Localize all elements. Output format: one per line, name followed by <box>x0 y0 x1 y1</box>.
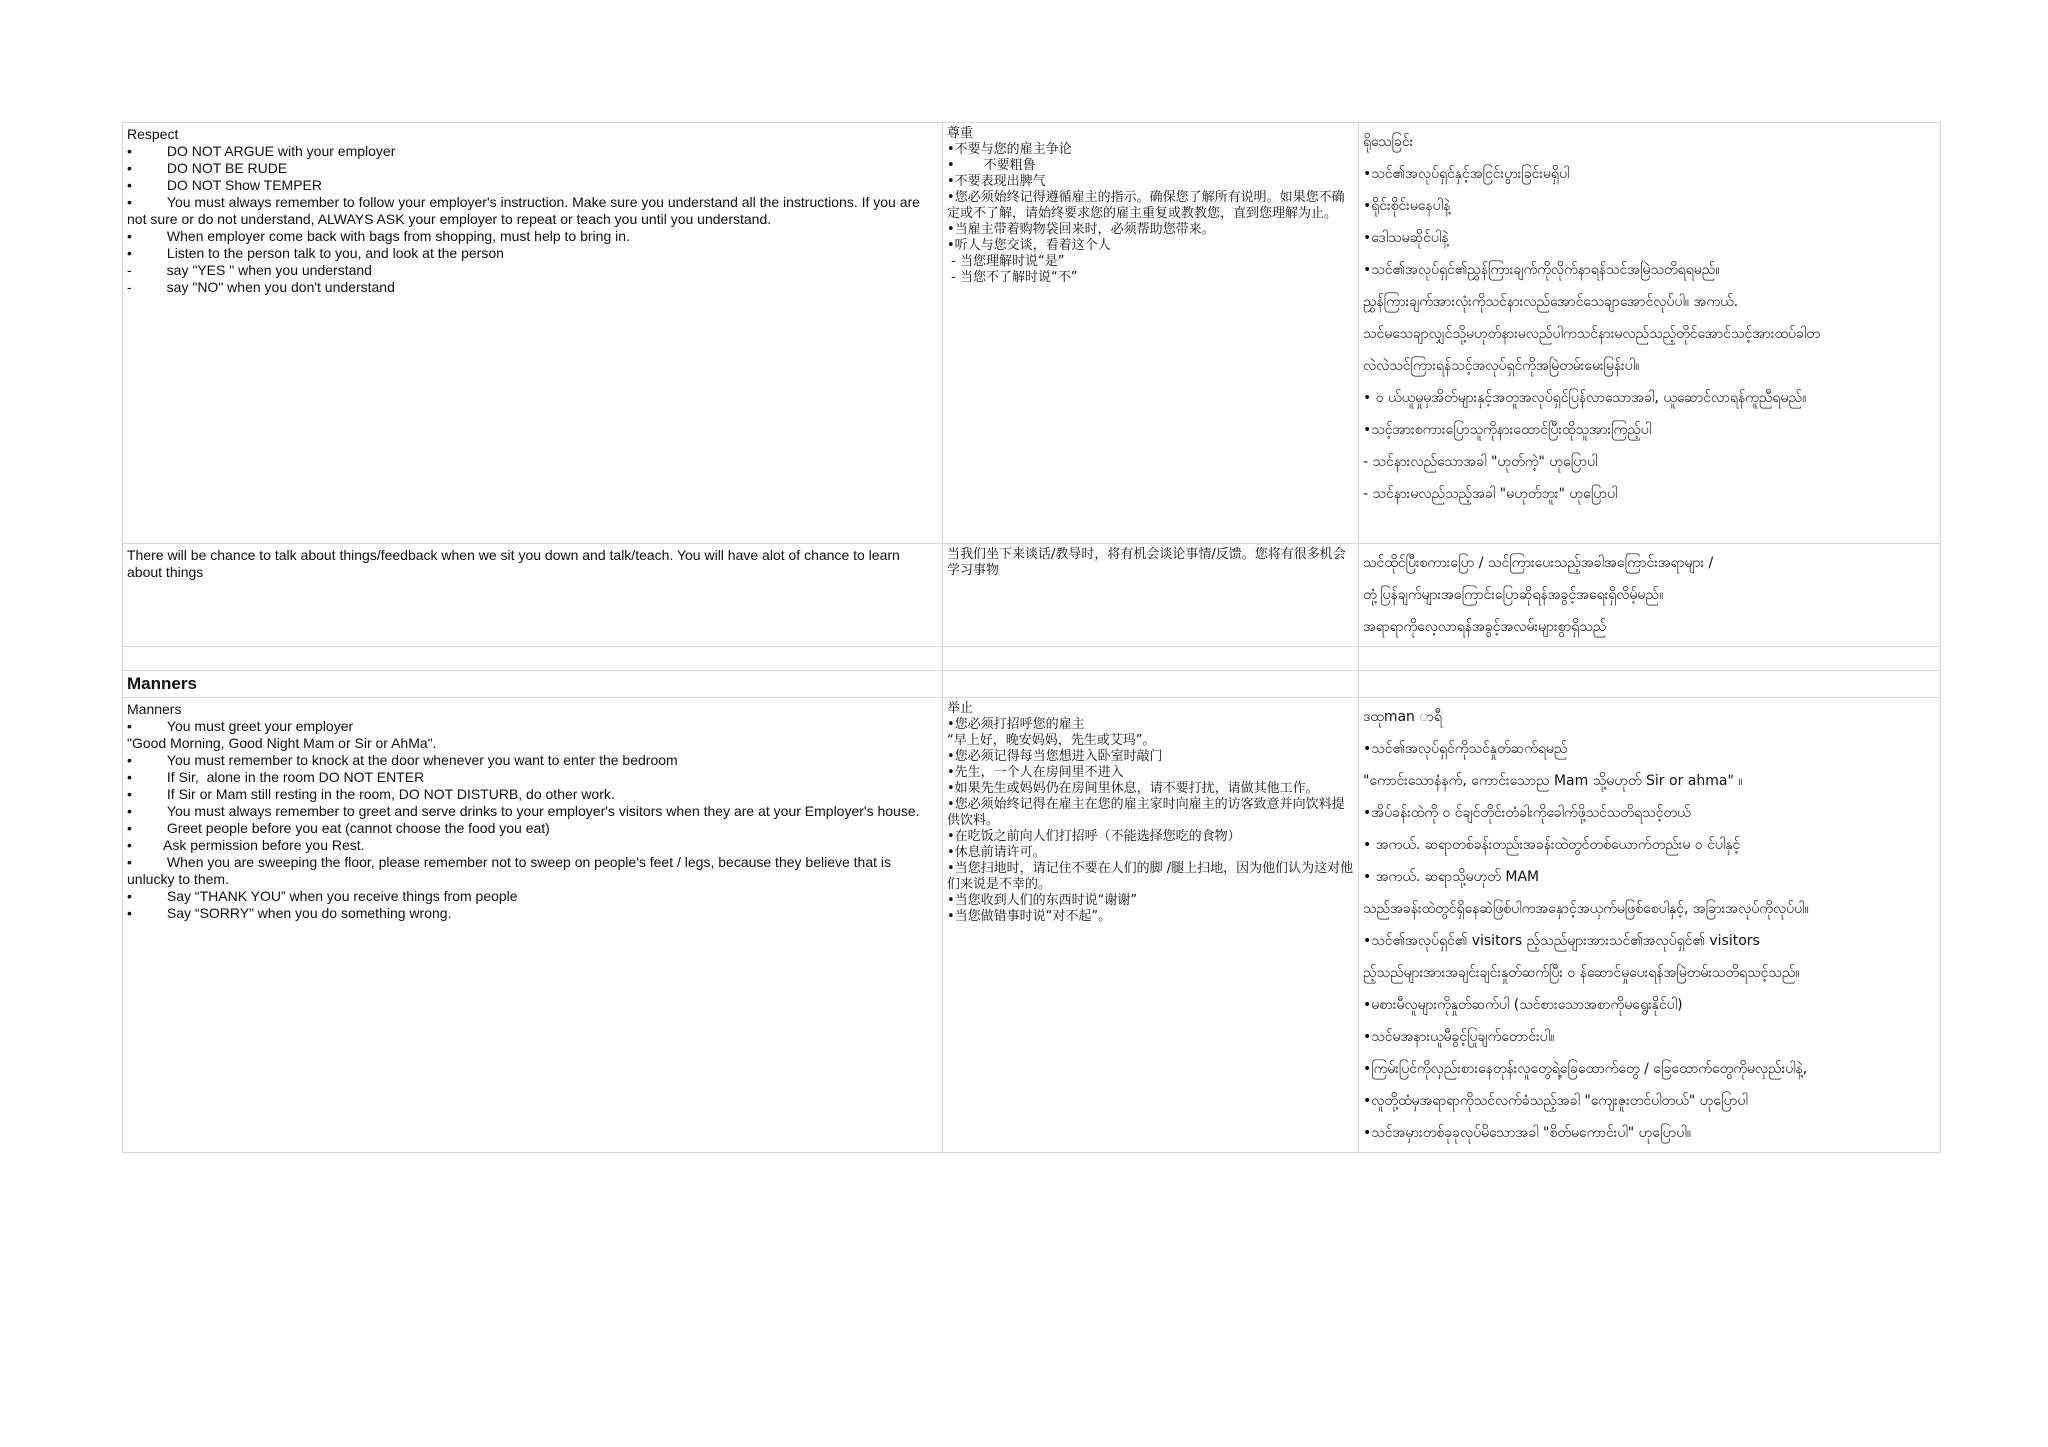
text-line: တုံ့ပြန်ချက်များအကြောင်းပြောဆိုရန်အခွင့်အရေးရှိလိမ့်မည်။ <box>1363 587 1664 603</box>
text-line: သင်မသေချာလျှင်သို့မဟုတ်နားမလည်ပါကသင်နားမလည်သည့်တိုင်အောင်သင့်အားထပ်ခါတ <box>1363 326 1820 342</box>
text-line: • When you are sweeping the floor, please remember not to sweep on people's feet / legs, because they believe that is unlucky to them. <box>127 854 895 887</box>
cell-section-header[interactable] <box>123 671 943 698</box>
text-line: •不要与您的雇主争论 <box>947 142 1072 157</box>
text-line: "ကောင်းသောနံနက်, ကောင်းသောည Mam သို့မဟုတ် Sir or ahma" ။ <box>1363 773 1743 789</box>
text-line: • When employer come back with bags from shopping, must help to bring in. <box>127 228 630 244</box>
cell-empty[interactable] <box>1359 647 1941 671</box>
cell-empty[interactable] <box>943 647 1359 671</box>
cell-feedback-chinese[interactable] <box>943 544 1359 647</box>
text-line: •不要表现出脾气 <box>947 174 1046 189</box>
text-line: • You must always remember to greet and serve drinks to your employer's visitors when they are at your Employer's house. <box>127 803 920 819</box>
text-line: •ရိုင်းစိုင်းမနေပါနဲ့ <box>1363 198 1451 214</box>
text-line: • Listen to the person talk to you, and look at the person <box>127 245 504 261</box>
cell-respect-chinese[interactable] <box>943 123 1359 544</box>
text-line: - 当您不了解时说“不” <box>947 270 1078 285</box>
cell-empty[interactable] <box>1359 671 1941 698</box>
table-row <box>123 671 1941 698</box>
text-line: • DO NOT BE RUDE <box>127 160 288 176</box>
text-line: •သင်၏အလုပ်ရှင်၏ visitors ည့်သည်များအားသင်၏အလုပ်ရှင်၏ visitors <box>1363 933 1760 949</box>
section-header-manners: Manners <box>127 674 197 693</box>
manners-english-text <box>127 701 938 922</box>
text-line: •当雇主带着购物袋回来时，必须帮助您带来。 <box>947 222 1215 237</box>
text-line: “早上好，晚安妈妈，先生或艾玛”。 <box>947 733 1156 748</box>
text-line: • If Sir, alone in the room DO NOT ENTER <box>127 769 425 785</box>
text-line: •ကြမ်းပြင်ကိုလှည်းစားနေတုန်းလူတွေရဲ့ခြေထောက်တွေ / ခြေထောက်တွေကိုမလှည်းပါနဲ့, <box>1363 1061 1808 1077</box>
cell-empty[interactable] <box>123 647 943 671</box>
text-line: • Greet people before you eat (cannot choose the food you eat) <box>127 820 550 836</box>
text-line: •သင်၏အလုပ်ရှင်ကိုသင်နှုတ်ဆက်ရမည် <box>1363 741 1568 757</box>
respect-chinese-text <box>947 126 1354 286</box>
text-line: • DO NOT ARGUE with your employer <box>127 143 396 159</box>
text-line: •先生，一个人在房间里不进入 <box>947 765 1124 780</box>
feedback-burmese-text <box>1363 547 1936 643</box>
text-line: •您必须打招呼您的雇主 <box>947 717 1085 732</box>
text-line: လဲလဲသင်ကြားရန်သင့်အလုပ်ရှင်ကိုအမြဲတမ်းမေးမြန်းပါ။ <box>1363 358 1640 374</box>
text-line: • You must remember to knock at the door whenever you want to enter the bedroom <box>127 752 678 768</box>
cell-manners-english[interactable] <box>123 698 943 1153</box>
text-line: Manners <box>127 701 182 717</box>
text-line: - 当您理解时说“是” <box>947 254 1065 269</box>
text-line: Respect <box>127 126 179 142</box>
cell-feedback-burmese[interactable] <box>1359 544 1941 647</box>
feedback-english-text <box>127 547 938 581</box>
manners-chinese-text <box>947 701 1354 925</box>
cell-respect-english[interactable] <box>123 123 943 544</box>
text-line: •သင့်အားစကားပြောသူကိုနားထောင်ပြီးထိုသူအားကြည့်ပါ <box>1363 422 1652 438</box>
feedback-chinese-text <box>947 547 1354 579</box>
text-line: ရိုသေခြင်း <box>1363 134 1414 150</box>
text-line: • You must always remember to follow your employer's instruction. Make sure you understand all the instructions. If you are not sure or do not understand, ALWAYS ASK your employer to repeat or teach you until you understand. <box>127 194 924 227</box>
text-line: 举止 <box>947 701 974 716</box>
spreadsheet <box>122 122 1940 1153</box>
text-line: •当您收到人们的东西时说“谢谢” <box>947 893 1138 908</box>
text-line: • အကယ်. ဆရာတစ်ခန်းတည်းအခန်းထဲတွင်တစ်ယောက်တည်းမ ၀ င်ပါနှင့် <box>1363 837 1741 853</box>
text-line: ည့်သည်များအားအချင်းချင်းနှုတ်ဆက်ပြီး ၀ န်ဆောင်မှုပေးရန်အမြဲတမ်းသတိရသင့်သည်။ <box>1363 965 1800 981</box>
respect-burmese-text <box>1363 126 1936 510</box>
text-line: • အကယ်. ဆရာသို့မဟုတ် MAM <box>1363 869 1540 885</box>
table-row <box>123 698 1941 1153</box>
text-line: - say "YES " when you understand <box>127 262 372 278</box>
text-line: ညွှန်ကြားချက်အားလုံးကိုသင်နားလည်အောင်သေချာအောင်လုပ်ပါ။ အကယ်. <box>1363 294 1739 310</box>
text-line: •သင်အမှားတစ်ခုခုလုပ်မိသောအခါ "စိတ်မကောင်းပါ" ဟုပြောပါ။ <box>1363 1125 1691 1141</box>
table-row <box>123 647 1941 671</box>
cell-manners-burmese[interactable] <box>1359 698 1941 1153</box>
text-line: • Say “SORRY” when you do something wrong. <box>127 905 452 921</box>
text-line: •အိပ်ခန်းထဲကို ၀ င်ချင်တိုင်းတံခါးကိုခေါက်ဖို့သင်သတိရသင့်တယ် <box>1363 805 1691 821</box>
cell-empty[interactable] <box>943 671 1359 698</box>
manners-burmese-text <box>1363 701 1936 1149</box>
text-line: •လူတို့ထံမှအရာရာကိုသင်လက်ခံသည့်အခါ "ကျေးဇူးတင်ပါတယ်" ဟုပြောပါ <box>1363 1093 1748 1109</box>
text-line: •您必须记得每当您想进入卧室时敲门 <box>947 749 1163 764</box>
text-line: "Good Morning, Good Night Mam or Sir or AhMa". <box>127 735 437 751</box>
text-line: •您必须始终记得遵循雇主的指示。确保您了解所有说明。如果您不确定或不了解，请始终要求您的雇主重复或教教您，直到您理解为止。 <box>947 190 1345 221</box>
text-line: • DO NOT Show TEMPER <box>127 177 322 193</box>
translation-table <box>122 122 1941 1153</box>
text-line: 尊重 <box>947 126 974 141</box>
text-line: •如果先生或妈妈仍在房间里休息，请不要打扰，请做其他工作。 <box>947 781 1319 796</box>
text-line: There will be chance to talk about things/feedback when we sit you down and talk/teach. You will have alot of chance to learn about things <box>127 547 904 580</box>
text-line: ဒထုman ာရီ <box>1363 709 1442 725</box>
text-line: 当我们坐下来谈话/教导时，将有机会谈论事情/反馈。您将有很多机会学习事物 <box>947 547 1346 578</box>
cell-manners-chinese[interactable] <box>943 698 1359 1153</box>
text-line: - သင်နားလည်သောအခါ "ဟုတ်ကဲ့" ဟုပြောပါ <box>1363 454 1598 470</box>
text-line: သင်ထိုင်ပြီးစကားပြော / သင်ကြားပေးသည့်အခါအကြောင်းအရာများ / <box>1363 555 1714 571</box>
text-line: • If Sir or Mam still resting in the room, DO NOT DISTURB, do other work. <box>127 786 615 802</box>
cell-feedback-english[interactable] <box>123 544 943 647</box>
text-line: •当您做错事时说“对不起”。 <box>947 909 1112 924</box>
text-line: •သင်၏အလုပ်ရှင်၏ညွှန်ကြားချက်ကိုလိုက်နာရန်သင်အမြဲသတိရရမည်။ <box>1363 262 1720 278</box>
text-line: •ဒေါသမဆိုင်ပါနဲ့ <box>1363 230 1449 246</box>
table-row <box>123 123 1941 544</box>
text-line: •သင်၏အလုပ်ရှင်နှင့်အငြင်းပွားခြင်းမရှိပါ <box>1363 166 1570 182</box>
cell-respect-burmese[interactable] <box>1359 123 1941 544</box>
text-line: •您必须始终记得在雇主在您的雇主家时向雇主的访客致意并向饮料提供饮料。 <box>947 797 1345 828</box>
text-line: •在吃饭之前向人们打招呼（不能选择您吃的食物） <box>947 829 1241 844</box>
text-line: • 不要粗鲁 <box>947 158 1036 173</box>
text-line: • You must greet your employer <box>127 718 354 734</box>
text-line: - သင်နားမလည်သည့်အခါ "မဟုတ်ဘူး" ဟုပြောပါ <box>1363 486 1618 502</box>
text-line: • Say “THANK YOU” when you receive things from people <box>127 888 518 904</box>
text-line: •မစားမီလူများကိုနှုတ်ဆက်ပါ (သင်စားသောအစာကိုမရွေးနိုင်ပါ) <box>1363 997 1683 1013</box>
text-line: •当您扫地时，请记住不要在人们的脚 /腿上扫地，因为他们认为这对他们来说是不幸的。 <box>947 861 1354 892</box>
text-line: အရာရာကိုလေ့လာရန်အခွင့်အလမ်းများစွာရှိသည် <box>1363 619 1607 635</box>
text-line: - say "NO" when you don't understand <box>127 279 395 295</box>
table-row <box>123 544 1941 647</box>
respect-english-text <box>127 126 938 296</box>
text-line: •休息前请许可。 <box>947 845 1046 860</box>
text-line: •သင်မအနားယူမီခွင့်ပြုချက်တောင်းပါ။ <box>1363 1029 1555 1045</box>
text-line: • ၀ ယ်ယူမှုမှအိတ်များနှင့်အတူအလုပ်ရှင်ပြန်လာသောအခါ, ယူဆောင်လာရန်ကူညီရမည်။ <box>1363 390 1807 406</box>
text-line: •听人与您交谈，看着这个人 <box>947 238 1111 253</box>
text-line: • Ask permission before you Rest. <box>127 837 365 853</box>
text-line: သည်အခန်းထဲတွင်ရှိနေဆဲဖြစ်ပါကအနှောင့်အယှက်မဖြစ်စေပါနှင့်, အခြားအလုပ်ကိုလုပ်ပါ။ <box>1363 901 1809 917</box>
